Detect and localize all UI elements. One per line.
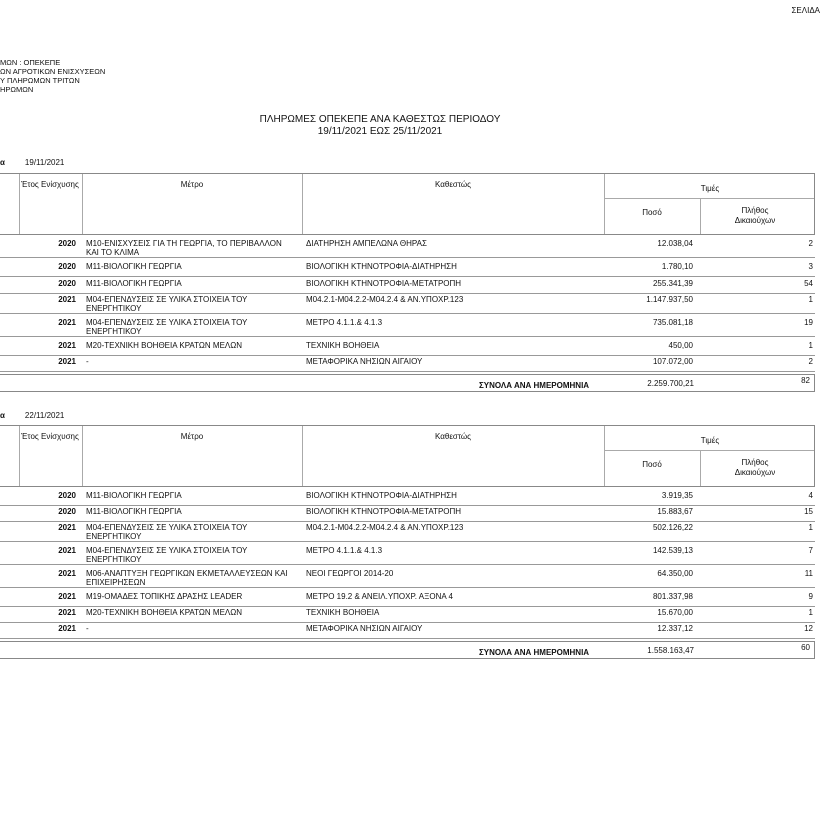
table-row [0, 521, 815, 542]
cell-status: ΒΙΟΛΟΓΙΚΗ ΚΤΗΝΟΤΡΟΦΙΑ-ΔΙΑΤΗΡΗΣΗ [306, 262, 457, 271]
cell-year: 2020 [58, 507, 76, 516]
header-metro: Μέτρο [180, 180, 204, 189]
cell-amount: 735.081,18 [652, 318, 693, 327]
table-header [0, 425, 815, 487]
cell-year: 2020 [58, 491, 76, 500]
cell-amount: 142.539,13 [652, 546, 693, 555]
cell-metro: Μ04-ΕΠΕΝΔΥΣΕΙΣ ΣΕ ΥΛΙΚΑ ΣΤΟΙΧΕΙΑ ΤΟΥ ΕΝΕΡΓΗΤΙΚΟΥ [86, 523, 248, 541]
cell-metro: Μ11-ΒΙΟΛΟΓΙΚΗ ΓΕΩΡΓΙΑ [86, 262, 182, 271]
section-date-value: 22/11/2021 [24, 411, 65, 420]
table-row [0, 237, 815, 258]
cell-year: 2020 [58, 262, 76, 271]
cell-amount: 502.126,22 [652, 523, 693, 532]
cell-year: 2021 [58, 523, 76, 532]
table-header [0, 173, 815, 235]
header-prices: Τιμές [700, 436, 720, 445]
table-row [0, 590, 815, 607]
cell-count: 1 [808, 341, 813, 350]
table-row [0, 489, 815, 506]
cell-count: 11 [804, 569, 813, 578]
cell-metro: - [86, 357, 89, 366]
date-total-row [0, 374, 815, 392]
header-count: Πλήθος Δικαιούχων [734, 458, 776, 477]
cell-amount: 12.038,04 [657, 239, 693, 248]
cell-count: 1 [808, 295, 813, 304]
cell-status: ΜΕΤΡΟ 4.1.1.& 4.1.3 [306, 546, 383, 555]
cell-status: ΤΕΧΝΙΚΗ ΒΟΗΘΕΙΑ [306, 608, 380, 617]
cell-year: 2021 [58, 546, 76, 555]
cell-status: ΒΙΟΛΟΓΙΚΗ ΚΤΗΝΟΤΡΟΦΙΑ-ΔΙΑΤΗΡΗΣΗ [306, 491, 457, 500]
cell-amount: 64.350,00 [657, 569, 693, 578]
cell-amount: 1.780,10 [661, 262, 693, 271]
cell-amount: 450,00 [668, 341, 693, 350]
section-date-value: 19/11/2021 [24, 158, 65, 167]
cell-year: 2021 [58, 295, 76, 304]
table-row [0, 277, 815, 294]
header-year: Έτος Ενίσχυσης [21, 432, 79, 441]
cell-year: 2021 [58, 318, 76, 327]
table-row [0, 260, 815, 277]
page-label: ΣΕΛΙΔΑ [791, 6, 820, 15]
cell-status: ΜΕΤΡΟ 4.1.1.& 4.1.3 [306, 318, 383, 327]
cell-metro: Μ20-ΤΕΧΝΙΚΗ ΒΟΗΘΕΙΑ ΚΡΑΤΩΝ ΜΕΛΩΝ [86, 608, 242, 617]
cell-count: 12 [804, 624, 813, 633]
cell-amount: 255.341,39 [652, 279, 693, 288]
cell-status: ΒΙΟΛΟΓΙΚΗ ΚΤΗΝΟΤΡΟΦΙΑ-ΜΕΤΑΤΡΟΠΗ [306, 279, 462, 288]
cell-amount: 3.919,35 [661, 491, 693, 500]
org-line: ΜΩΝ : ΟΠΕΚΕΠΕ [0, 58, 61, 67]
cell-metro: Μ11-ΒΙΟΛΟΓΙΚΗ ΓΕΩΡΓΙΑ [86, 279, 182, 288]
header-count: Πλήθος Δικαιούχων [734, 206, 776, 225]
cell-count: 54 [804, 279, 813, 288]
cell-count: 4 [808, 491, 813, 500]
cell-status: Μ04.2.1-Μ04.2.2-Μ04.2.4 & ΑΝ.ΥΠΟΧΡ.123 [306, 523, 464, 532]
total-label: ΣΥΝΟΛΑ ΑΝΑ ΗΜΕΡΟΜΗΝΙΑ [479, 381, 590, 390]
total-amount: 1.558.163,47 [647, 646, 694, 655]
total-label: ΣΥΝΟΛΑ ΑΝΑ ΗΜΕΡΟΜΗΝΙΑ [479, 648, 590, 657]
header-amount: Ποσό [642, 208, 662, 217]
cell-count: 2 [808, 239, 813, 248]
section-date [0, 158, 64, 167]
header-metro: Μέτρο [180, 432, 204, 441]
table-row [0, 355, 815, 372]
cell-count: 19 [804, 318, 813, 327]
report-title-block [0, 114, 760, 138]
cell-status: Μ04.2.1-Μ04.2.2-Μ04.2.4 & ΑΝ.ΥΠΟΧΡ.123 [306, 295, 464, 304]
header-status: Καθεστώς [435, 432, 471, 441]
cell-metro: Μ11-ΒΙΟΛΟΓΙΚΗ ΓΕΩΡΓΙΑ [86, 507, 182, 516]
cell-year: 2020 [58, 279, 76, 288]
total-amount: 2.259.700,21 [647, 379, 694, 388]
table-row [0, 316, 815, 337]
cell-status: ΒΙΟΛΟΓΙΚΗ ΚΤΗΝΟΤΡΟΦΙΑ-ΜΕΤΑΤΡΟΠΗ [306, 507, 462, 516]
cell-amount: 12.337,12 [657, 624, 693, 633]
cell-count: 1 [808, 523, 813, 532]
cell-status: ΔΙΑΤΗΡΗΣΗ ΑΜΠΕΛΩΝΑ ΘΗΡΑΣ [306, 239, 427, 248]
cell-status: ΤΕΧΝΙΚΗ ΒΟΗΘΕΙΑ [306, 341, 380, 350]
section-date-prefix: α [0, 411, 5, 420]
cell-amount: 107.072,00 [652, 357, 693, 366]
cell-status: ΜΕΤΑΦΟΡΙΚΑ ΝΗΣΙΩΝ ΑΙΓΑΙΟΥ [306, 624, 423, 633]
cell-amount: 15.670,00 [657, 608, 693, 617]
cell-year: 2021 [58, 341, 76, 350]
cell-metro: Μ10-ΕΝΙΣΧΥΣΕΙΣ ΓΙΑ ΤΗ ΓΕΩΡΓΙΑ, ΤΟ ΠΕΡΙΒΑΛΛΟΝ ΚΑΙ ΤΟ ΚΛΙΜΑ [86, 239, 282, 257]
report-period: 19/11/2021 ΕΩΣ 25/11/2021 [317, 126, 443, 137]
cell-status: ΝΕΟΙ ΓΕΩΡΓΟΙ 2014-20 [306, 569, 394, 578]
cell-year: 2021 [58, 357, 76, 366]
cell-amount: 15.883,67 [657, 507, 693, 516]
cell-count: 9 [808, 592, 813, 601]
cell-amount: 801.337,98 [652, 592, 693, 601]
cell-metro: Μ04-ΕΠΕΝΔΥΣΕΙΣ ΣΕ ΥΛΙΚΑ ΣΤΟΙΧΕΙΑ ΤΟΥ ΕΝΕΡΓΗΤΙΚΟΥ [86, 546, 248, 564]
cell-year: 2021 [58, 624, 76, 633]
cell-count: 3 [808, 262, 813, 271]
table-row [0, 544, 815, 565]
section-date [0, 411, 64, 420]
table-row [0, 567, 815, 588]
cell-metro: - [86, 624, 89, 633]
org-line: ΗΡΩΜΩΝ [0, 85, 34, 94]
table-row [0, 505, 815, 522]
report-title: ΠΛΗΡΩΜΕΣ ΟΠΕΚΕΠΕ ΑΝΑ ΚΑΘΕΣΤΩΣ ΠΕΡΙΟΔΟΥ [259, 114, 501, 125]
cell-year: 2021 [58, 592, 76, 601]
table-row [0, 606, 815, 623]
cell-count: 15 [804, 507, 813, 516]
header-amount: Ποσό [642, 460, 662, 469]
cell-status: ΜΕΤΡΟ 19.2 & ΑΝΕΙΛ.ΥΠΟΧΡ. ΑΞΟΝΑ 4 [306, 592, 453, 601]
cell-metro: Μ20-ΤΕΧΝΙΚΗ ΒΟΗΘΕΙΑ ΚΡΑΤΩΝ ΜΕΛΩΝ [86, 341, 242, 350]
org-line: Υ ΠΛΗΡΩΜΩΝ ΤΡΙΤΩΝ [0, 76, 80, 85]
cell-metro: Μ04-ΕΠΕΝΔΥΣΕΙΣ ΣΕ ΥΛΙΚΑ ΣΤΟΙΧΕΙΑ ΤΟΥ ΕΝΕΡΓΗΤΙΚΟΥ [86, 295, 248, 313]
cell-metro: Μ19-ΟΜΑΔΕΣ ΤΟΠΙΚΗΣ ΔΡΑΣΗΣ LEADER [86, 592, 243, 601]
cell-year: 2021 [58, 569, 76, 578]
table-row [0, 622, 815, 639]
table-row [0, 293, 815, 314]
cell-metro: Μ11-ΒΙΟΛΟΓΙΚΗ ΓΕΩΡΓΙΑ [86, 491, 182, 500]
organization-header [0, 58, 105, 94]
header-status: Καθεστώς [435, 180, 471, 189]
table-row [0, 339, 815, 356]
cell-metro: Μ06-ΑΝΑΠΤΥΞΗ ΓΕΩΡΓΙΚΩΝ ΕΚΜΕΤΑΛΛΕΥΣΕΩΝ ΚΑΙ ΕΠΙΧΕΙΡΗΣΕΩΝ [86, 569, 288, 587]
cell-count: 2 [808, 357, 813, 366]
cell-count: 1 [808, 608, 813, 617]
total-count: 60 [801, 643, 810, 652]
cell-year: 2020 [58, 239, 76, 248]
org-line: ΩΝ ΑΓΡΟΤΙΚΩΝ ΕΝΙΣΧΥΣΕΩΝ [0, 67, 106, 76]
header-prices: Τιμές [700, 184, 720, 193]
cell-year: 2021 [58, 608, 76, 617]
cell-status: ΜΕΤΑΦΟΡΙΚΑ ΝΗΣΙΩΝ ΑΙΓΑΙΟΥ [306, 357, 423, 366]
header-year: Έτος Ενίσχυσης [21, 180, 79, 189]
cell-metro: Μ04-ΕΠΕΝΔΥΣΕΙΣ ΣΕ ΥΛΙΚΑ ΣΤΟΙΧΕΙΑ ΤΟΥ ΕΝΕΡΓΗΤΙΚΟΥ [86, 318, 248, 336]
cell-amount: 1.147.937,50 [646, 295, 693, 304]
cell-count: 7 [808, 546, 813, 555]
section-date-prefix: α [0, 158, 5, 167]
total-count: 82 [801, 376, 810, 385]
date-total-row [0, 641, 815, 659]
